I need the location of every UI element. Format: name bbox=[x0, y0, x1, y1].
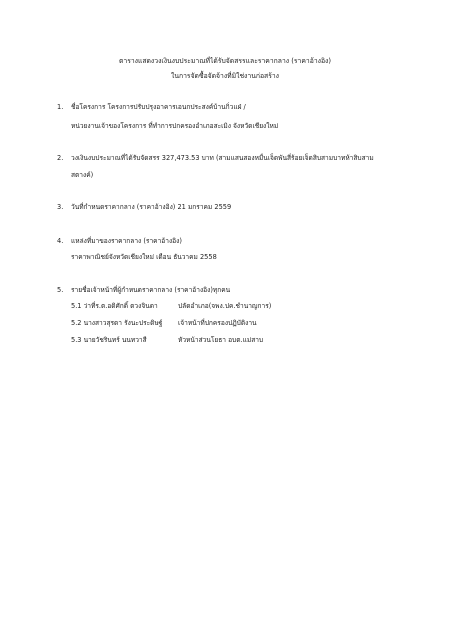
person-1-name: 5.1 ว่าที่ร.ต.อดิศักดิ์ ตวงจินดา bbox=[71, 302, 158, 310]
item-2-number: 2. bbox=[57, 154, 64, 162]
item-5-number: 5. bbox=[57, 286, 64, 294]
item-1-number: 1. bbox=[57, 103, 64, 111]
person-2-name: 5.2 นางสาวสุรดา รังนะประดิษฐ์ bbox=[71, 319, 163, 327]
item-1-line-1: ชื่อโครงการ โครงการปรับปรุงอาคารเอนกประสงค์บ้านกิ่วแฝ่ / bbox=[71, 103, 246, 111]
item-4-number: 4. bbox=[57, 237, 64, 245]
person-3-position: หัวหน้าส่วนโยธา อบต.แม่สาบ bbox=[178, 336, 264, 344]
item-5-line-1: รายชื่อเจ้าหน้าที่ผู้กำหนดราคากลาง (ราคาอ้างอิง)ทุกคน bbox=[71, 286, 231, 294]
person-1-position: ปลัดอำเภอ(จพง.ปค.ชำนาญการ) bbox=[178, 302, 272, 310]
item-3-number: 3. bbox=[57, 203, 64, 211]
document-title: ตารางแสดงวงเงินงบประมาณที่ได้รับจัดสรรและราคากลาง (ราคาอ้างอิง) bbox=[118, 57, 332, 65]
person-3-name: 5.3 นายวัชรินทร์ นนทวาสี bbox=[71, 336, 147, 344]
item-2-line-2: สตางค์) bbox=[71, 171, 94, 179]
document-subtitle: ในการจัดซื้อจัดจ้างที่มิใช่งานก่อสร้าง bbox=[171, 72, 279, 80]
item-4-line-1: แหล่งที่มาของราคากลาง (ราคาอ้างอิง) bbox=[71, 237, 182, 245]
person-2-position: เจ้าหน้าที่ปกครองปฏิบัติงาน bbox=[178, 319, 257, 327]
item-2-line-1: วงเงินงบประมาณที่ได้รับจัดสรร 327,473.53 บาท (สามแสนสองหมื่นเจ็ดพันสี่ร้อยเจ็ดสิบสามบาทห้าสิบสาม bbox=[71, 154, 374, 162]
item-4-line-2: ราคาพาณิชย์จังหวัดเชียงใหม่ เดือน ธันวาคม 2558 bbox=[71, 253, 217, 261]
item-3-line-1: วันที่กำหนดราคากลาง (ราคาอ้างอิง) 21 มกราคม 2559 bbox=[71, 203, 232, 211]
item-1-line-2: หน่วยงานเจ้าของโครงการ ที่ทำการปกครองอำเภอสะเมิง จังหวัดเชียงใหม่ bbox=[71, 122, 279, 130]
